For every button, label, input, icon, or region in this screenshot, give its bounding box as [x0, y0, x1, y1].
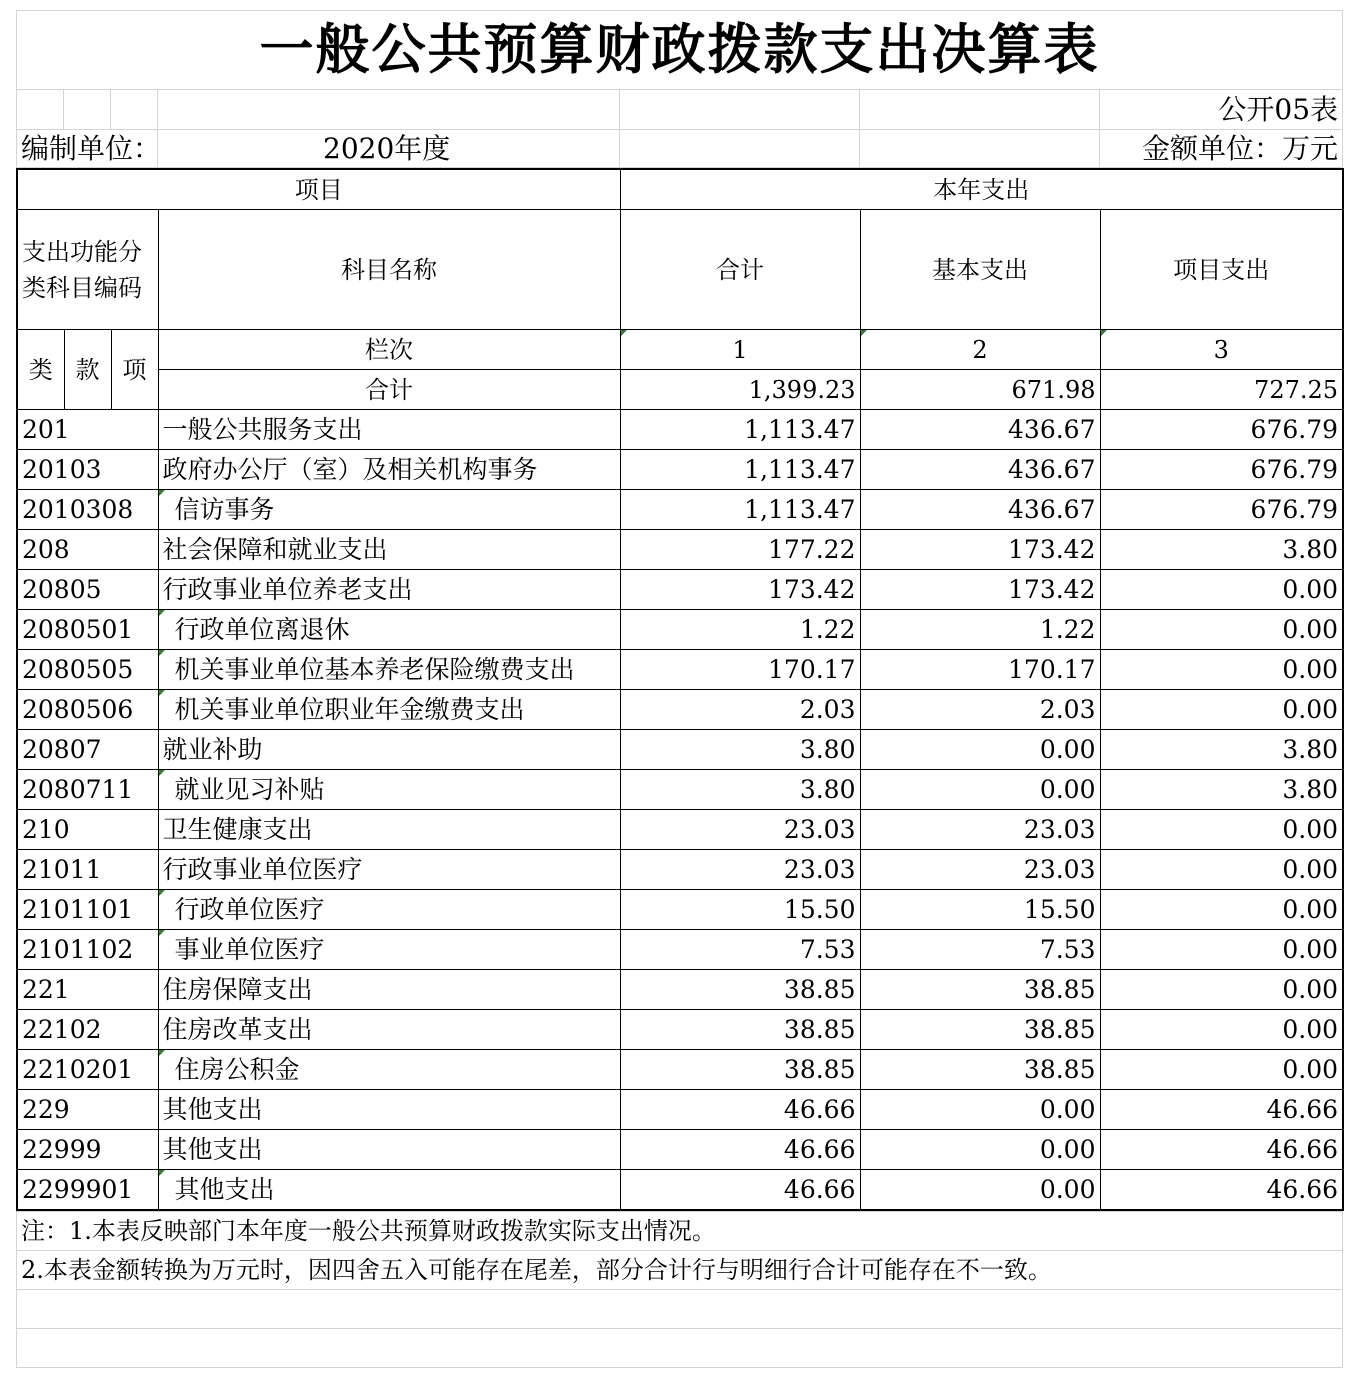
- row-name[interactable]: 信访事务: [158, 490, 620, 530]
- row-basic[interactable]: 0.00: [860, 1170, 1100, 1211]
- cell[interactable]: [620, 130, 860, 168]
- header-name-label: 科目名称: [158, 210, 620, 330]
- table-row: [17, 930, 1343, 970]
- row-total[interactable]: 38.85: [620, 1050, 860, 1090]
- expenditure-table: [16, 168, 1344, 1211]
- row-code[interactable]: 2080711: [17, 770, 158, 810]
- row-code[interactable]: 20103: [17, 450, 158, 490]
- row-code[interactable]: 22102: [17, 1010, 158, 1050]
- cell[interactable]: [860, 90, 1100, 130]
- row-total[interactable]: 23.03: [620, 850, 860, 890]
- row-name[interactable]: 住房保障支出: [158, 970, 620, 1010]
- cell[interactable]: [17, 90, 64, 130]
- row-project[interactable]: 0.00: [1100, 890, 1343, 930]
- row-name[interactable]: 社会保障和就业支出: [158, 530, 620, 570]
- unit-label: 编制单位：: [17, 130, 158, 168]
- row-total[interactable]: 15.50: [620, 890, 860, 930]
- row-name[interactable]: 其他支出: [158, 1170, 620, 1211]
- table-row: [17, 1090, 1343, 1130]
- row-total[interactable]: 38.85: [620, 1010, 860, 1050]
- row-total[interactable]: 1.22: [620, 610, 860, 650]
- row-name[interactable]: 政府办公厅（室）及相关机构事务: [158, 450, 620, 490]
- row-name[interactable]: 住房公积金: [158, 1050, 620, 1090]
- row-project[interactable]: 46.66: [1100, 1170, 1343, 1211]
- row-basic[interactable]: 436.67: [860, 410, 1100, 450]
- header-code-label: 支出功能分类科目编码: [17, 210, 158, 330]
- row-basic[interactable]: 23.03: [860, 810, 1100, 850]
- row-code[interactable]: 2010308: [17, 490, 158, 530]
- sum-basic: 671.98: [860, 370, 1100, 410]
- row-total[interactable]: 46.66: [620, 1090, 860, 1130]
- row-project[interactable]: 46.66: [1100, 1130, 1343, 1170]
- table-row: [17, 530, 1343, 570]
- header-kuan: 款: [64, 330, 111, 410]
- table-row: [17, 890, 1343, 930]
- row-code[interactable]: 22999: [17, 1130, 158, 1170]
- header-total: 合计: [620, 210, 860, 330]
- row-total[interactable]: 1,113.47: [620, 450, 860, 490]
- cell[interactable]: [860, 130, 1100, 168]
- row-total[interactable]: 23.03: [620, 810, 860, 850]
- row-name[interactable]: 行政事业单位养老支出: [158, 570, 620, 610]
- row-total[interactable]: 38.85: [620, 970, 860, 1010]
- row-basic[interactable]: 0.00: [860, 1130, 1100, 1170]
- row-project[interactable]: 3.80: [1100, 530, 1343, 570]
- row-code[interactable]: 2101102: [17, 930, 158, 970]
- row-basic[interactable]: 23.03: [860, 850, 1100, 890]
- report-year: 2020年度: [158, 130, 620, 168]
- header-lei: 类: [17, 330, 64, 410]
- row-project[interactable]: 676.79: [1100, 410, 1343, 450]
- table-row: [17, 570, 1343, 610]
- row-project[interactable]: 676.79: [1100, 450, 1343, 490]
- sum-total: 1,399.23: [620, 370, 860, 410]
- row-name[interactable]: 一般公共服务支出: [158, 410, 620, 450]
- row-total[interactable]: 2.03: [620, 690, 860, 730]
- row-project[interactable]: 0.00: [1100, 690, 1343, 730]
- row-total[interactable]: 46.66: [620, 1130, 860, 1170]
- row-name[interactable]: 就业见习补贴: [158, 770, 620, 810]
- row-code[interactable]: 2299901: [17, 1170, 158, 1211]
- row-code[interactable]: 229: [17, 1090, 158, 1130]
- table-row: [17, 690, 1343, 730]
- row-basic[interactable]: 0.00: [860, 730, 1100, 770]
- col-number-1: 1: [620, 330, 860, 370]
- row-total[interactable]: 3.80: [620, 770, 860, 810]
- row-basic[interactable]: 1.22: [860, 610, 1100, 650]
- cell[interactable]: [158, 90, 620, 130]
- row-code[interactable]: 2080505: [17, 650, 158, 690]
- header-xiang: 项: [111, 330, 158, 410]
- row-basic[interactable]: 436.67: [860, 490, 1100, 530]
- note-1: 注：1.本表反映部门本年度一般公共预算财政拨款实际支出情况。: [17, 1212, 1343, 1251]
- table-row: [17, 1050, 1343, 1090]
- row-basic[interactable]: 38.85: [860, 970, 1100, 1010]
- table-row: [17, 410, 1343, 450]
- row-project[interactable]: 0.00: [1100, 850, 1343, 890]
- row-basic[interactable]: 38.85: [860, 1010, 1100, 1050]
- header-basic: 基本支出: [860, 210, 1100, 330]
- table-row: [17, 650, 1343, 690]
- row-basic[interactable]: 7.53: [860, 930, 1100, 970]
- empty-row[interactable]: [17, 1329, 1343, 1368]
- table-row: [17, 850, 1343, 890]
- row-code[interactable]: 2080506: [17, 690, 158, 730]
- row-total[interactable]: 1,113.47: [620, 410, 860, 450]
- row-project[interactable]: 0.00: [1100, 970, 1343, 1010]
- data-rows: [17, 410, 1343, 1211]
- table-row: [17, 1170, 1343, 1211]
- row-total[interactable]: 46.66: [620, 1170, 860, 1211]
- table-row: [17, 1010, 1343, 1050]
- table-row: [17, 610, 1343, 650]
- row-name[interactable]: 机关事业单位基本养老保险缴费支出: [158, 650, 620, 690]
- row-name[interactable]: 其他支出: [158, 1130, 620, 1170]
- table-row: [17, 970, 1343, 1010]
- row-code[interactable]: 208: [17, 530, 158, 570]
- spreadsheet: [16, 10, 1342, 1368]
- header-project-expense: 项目支出: [1100, 210, 1343, 330]
- row-project[interactable]: 0.00: [1100, 650, 1343, 690]
- table-row: [17, 1130, 1343, 1170]
- row-project[interactable]: 0.00: [1100, 930, 1343, 970]
- row-basic[interactable]: 38.85: [860, 1050, 1100, 1090]
- row-basic[interactable]: 15.50: [860, 890, 1100, 930]
- row-code[interactable]: 201: [17, 410, 158, 450]
- row-name[interactable]: 机关事业单位职业年金缴费支出: [158, 690, 620, 730]
- row-total[interactable]: 177.22: [620, 530, 860, 570]
- row-project[interactable]: 0.00: [1100, 610, 1343, 650]
- amount-unit: 金额单位：万元: [1100, 130, 1343, 168]
- row-project[interactable]: 0.00: [1100, 570, 1343, 610]
- cell[interactable]: [64, 90, 111, 130]
- sheet-header: [16, 10, 1343, 168]
- table-row: [17, 810, 1343, 850]
- row-name[interactable]: 卫生健康支出: [158, 810, 620, 850]
- row-name[interactable]: 事业单位医疗: [158, 930, 620, 970]
- row-basic[interactable]: 436.67: [860, 450, 1100, 490]
- row-basic[interactable]: 0.00: [860, 1090, 1100, 1130]
- row-name[interactable]: 就业补助: [158, 730, 620, 770]
- row-project[interactable]: 3.80: [1100, 770, 1343, 810]
- header-current-year: 本年支出: [620, 169, 1343, 210]
- row-total[interactable]: 7.53: [620, 930, 860, 970]
- header-project: 项目: [17, 169, 620, 210]
- row-code[interactable]: 20807: [17, 730, 158, 770]
- row-project[interactable]: 3.80: [1100, 730, 1343, 770]
- row-name[interactable]: 其他支出: [158, 1090, 620, 1130]
- row-name[interactable]: 住房改革支出: [158, 1010, 620, 1050]
- row-basic[interactable]: 2.03: [860, 690, 1100, 730]
- notes: [16, 1211, 1343, 1368]
- row-name[interactable]: 行政单位离退休: [158, 610, 620, 650]
- row-name[interactable]: 行政事业单位医疗: [158, 850, 620, 890]
- row-basic[interactable]: 173.42: [860, 570, 1100, 610]
- col-number-2: 2: [860, 330, 1100, 370]
- table-number: 公开05表: [1100, 90, 1343, 130]
- row-code[interactable]: 210: [17, 810, 158, 850]
- row-name[interactable]: 行政单位医疗: [158, 890, 620, 930]
- row-project[interactable]: 0.00: [1100, 810, 1343, 850]
- page-title: 一般公共预算财政拨款支出决算表: [17, 11, 1343, 90]
- table-row: [17, 730, 1343, 770]
- row-code[interactable]: 2080501: [17, 610, 158, 650]
- col-number-3: 3: [1100, 330, 1343, 370]
- row-project[interactable]: 0.00: [1100, 1050, 1343, 1090]
- row-code[interactable]: 20805: [17, 570, 158, 610]
- row-code[interactable]: 2210201: [17, 1050, 158, 1090]
- sum-label: 合计: [158, 370, 620, 410]
- row-total[interactable]: 1,113.47: [620, 490, 860, 530]
- note-2: 2.本表金额转换为万元时，因四舍五入可能存在尾差，部分合计行与明细行合计可能存在不一致。: [17, 1251, 1343, 1290]
- row-code[interactable]: 221: [17, 970, 158, 1010]
- row-total[interactable]: 3.80: [620, 730, 860, 770]
- row-total[interactable]: 170.17: [620, 650, 860, 690]
- empty-row[interactable]: [17, 1290, 1343, 1329]
- row-project[interactable]: 676.79: [1100, 490, 1343, 530]
- row-basic[interactable]: 0.00: [860, 770, 1100, 810]
- table-row: [17, 490, 1343, 530]
- row-project[interactable]: 0.00: [1100, 1010, 1343, 1050]
- table-row: [17, 450, 1343, 490]
- row-code[interactable]: 2101101: [17, 890, 158, 930]
- table-row: [17, 770, 1343, 810]
- row-basic[interactable]: 170.17: [860, 650, 1100, 690]
- cell[interactable]: [620, 90, 860, 130]
- cell[interactable]: [111, 90, 158, 130]
- header-lanci: 栏次: [158, 330, 620, 370]
- row-basic[interactable]: 173.42: [860, 530, 1100, 570]
- row-code[interactable]: 21011: [17, 850, 158, 890]
- row-total[interactable]: 173.42: [620, 570, 860, 610]
- sum-project: 727.25: [1100, 370, 1343, 410]
- row-project[interactable]: 46.66: [1100, 1090, 1343, 1130]
